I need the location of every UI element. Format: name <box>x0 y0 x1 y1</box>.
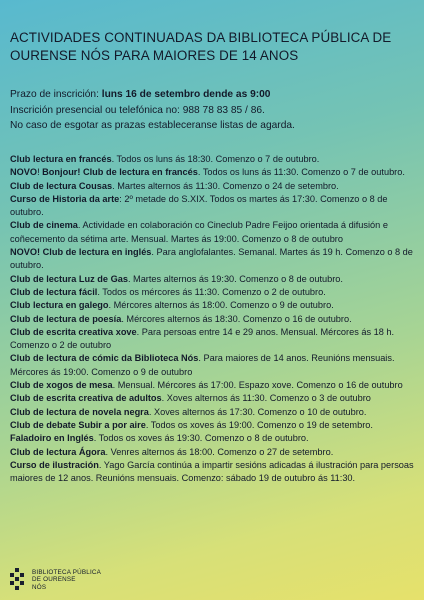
activity-item <box>10 273 414 286</box>
activity-item <box>10 379 414 392</box>
activity-item <box>10 166 414 179</box>
activity-item <box>10 180 414 193</box>
activity-details: . Todos os xoves ás 19:30. Comenzo o 8 de outubro. <box>93 433 309 444</box>
activity-details: . Para anglofalantes. Semanal. Martes ás 19 h. Comenzo o 8 de outubro. <box>10 247 413 271</box>
activity-details: . Xoves alternos ás 11:30. Comenzo o 3 de outubro <box>161 393 371 404</box>
activity-list <box>10 153 414 485</box>
activity-item <box>10 459 414 486</box>
activity-details: . Mércores alternos ás 18:30. Comenzo o 16 de outubro. <box>121 313 352 324</box>
deadline-label: Prazo de inscrición: <box>10 89 102 100</box>
library-logo <box>10 568 101 591</box>
activity-item <box>10 326 414 353</box>
activity-name: Club de lectura de cómic da Biblioteca Nós <box>10 353 199 364</box>
activity-name: Club de lectura Ágora <box>10 446 106 457</box>
activity-details: ! <box>37 167 43 178</box>
activity-name: Club de escrita creativa xove <box>10 326 137 337</box>
activity-name: NOVO <box>10 167 38 178</box>
activity-details: . Yago García continúa a impartir sesións adicadas á ilustración para persoas maiores de 12 anos. Reunións mensuais. Comenzo: sábado 19 de outubro ás 11:30. <box>10 459 414 484</box>
deadline-value: luns 16 de setembro dende as 9:00 <box>101 89 271 100</box>
activity-details: . Xoves alternos ás 17:30. Comenzo o 10 de outubro. <box>148 406 367 417</box>
activity-details: . Actividade en colaboración co Cineclub Padre Feijoo orientada á difusión e coñecemento da sétima arte. Mensual. Martes ás 19:00. Comenzo o 8 de outubro <box>10 220 388 244</box>
activity-details: . Todos os luns ás 18:30. Comenzo o 7 de outubro. <box>111 154 320 164</box>
activity-details: : 2º metade do S.XIX. Todos os martes ás 17:30. Comenzo o 8 de outubro. <box>10 193 388 218</box>
activity-name: Faladoiro en Inglés <box>10 433 94 444</box>
activity-name: Curso de Historia da arte <box>10 193 120 204</box>
activity-item <box>10 153 414 166</box>
activity-details: . Venres alternos ás 18:00. Comenzo o 27 de setembro. <box>105 446 334 457</box>
registration-line: Inscrición presencial ou telefónica no: 988 78 83 85 / 86. <box>10 104 265 116</box>
logo-text <box>32 568 101 591</box>
activity-details: . Todos os luns ás 11:30. Comenzo o 7 de outubro. <box>197 167 405 178</box>
activity-name: Club de lectura de poesía <box>10 313 122 324</box>
activity-name: Club lectura en francés <box>10 154 112 164</box>
activity-name: Club de escrita creativa de adultos <box>10 393 162 404</box>
activity-name: Club de lectura Cousas <box>10 180 113 191</box>
activity-item <box>10 313 414 326</box>
activity-details: . Todos os xoves ás 19:00. Comenzo o 19 de setembro. <box>145 419 373 430</box>
activity-name: NOVO! Club de lectura en inglés <box>10 247 152 258</box>
activity-details: . Para persoas entre 14 e 29 anos. Mensual. Mércores ás 18 h. Comenzo o 2 de outubro <box>10 326 395 351</box>
activity-item <box>10 406 414 419</box>
activity-name: Club de cinema <box>10 220 78 231</box>
activity-name: Club de lectura Luz de Gas <box>10 273 128 284</box>
logo-line-1: BIBLIOTECA PÚBLICA <box>32 569 102 576</box>
activity-item <box>10 446 414 459</box>
activity-item <box>10 419 414 432</box>
activity-details: . Todos os mércores ás 11:30. Comenzo o 2 de outubro. <box>97 286 326 297</box>
deadline-line <box>10 87 414 103</box>
activity-name: Club lectura en galego <box>10 300 109 311</box>
library-emblem-icon <box>10 568 24 590</box>
intro-block <box>10 87 414 134</box>
page-title: ACTIVIDADES CONTINUADAS DA BIBLIOTECA PÚBLICA DE OURENSE NÓS PARA MAIORES DE 14 ANOS <box>10 30 392 63</box>
activity-item <box>10 219 414 246</box>
activity-name: Club de xogos de mesa <box>10 380 113 391</box>
activity-item <box>10 193 414 220</box>
logo-line-2: DE OURENSE <box>32 576 76 584</box>
waitlist-line: No caso de esgotar as prazas estableceranse listas de agarda. <box>10 120 295 131</box>
activity-item <box>10 352 414 379</box>
activity-details: . Martes alternos ás 11:30. Comenzo o 24 de setembro. <box>112 180 339 191</box>
activity-name: Club de lectura fácil <box>10 286 98 297</box>
activity-name: Curso de ilustración <box>10 459 99 470</box>
activity-name: Club de lectura de novela negra <box>10 406 149 417</box>
activity-details: . Martes alternos ás 19:30. Comenzo o 8 de outubro. <box>127 273 343 284</box>
activity-item <box>10 246 414 273</box>
activity-item <box>10 286 414 299</box>
activity-item <box>10 299 414 312</box>
activity-name: Club de debate Subir a por aire <box>10 419 146 430</box>
activity-details: . Mércores alternos ás 18:00. Comenzo o 9 de outubro. <box>108 300 334 311</box>
activity-name: Bonjour! Club de lectura en francés <box>42 167 198 178</box>
activity-details: . Mensual. Mércores ás 17:00. Espazo xove. Comenzo o 16 de outubro <box>112 380 403 391</box>
activity-item <box>10 392 414 405</box>
activity-details: . Para maiores de 14 anos. Reunións mensuais. Mércores ás 19:00. Comenzo o 9 de outubro <box>10 353 395 377</box>
activity-item <box>10 432 414 445</box>
logo-line-3: NÓS <box>32 583 47 591</box>
